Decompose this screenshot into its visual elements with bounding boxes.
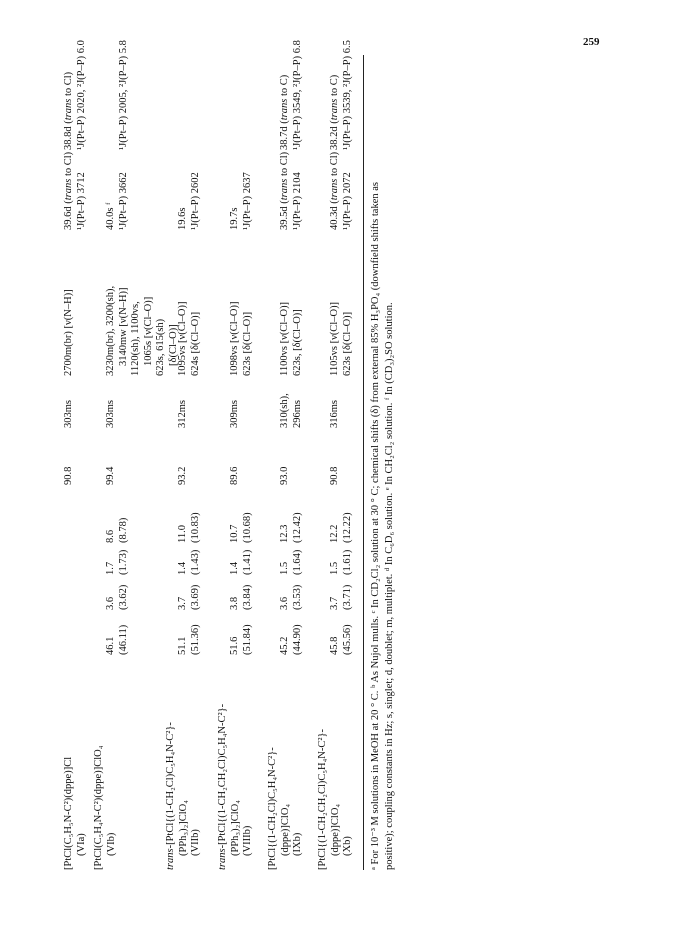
analysis-n: 1.5 (1.64) xyxy=(279,549,303,575)
molar-conductivity: 93.2 xyxy=(177,466,188,485)
other-ir-band: 1095vs [ν(Cl–O)] xyxy=(177,301,188,376)
other-ir-band: 623s, 615(sh) xyxy=(155,318,166,376)
p31-shift-1: ¹J(Pt–P) 3712 xyxy=(75,172,87,230)
analysis-cl: 10.7 (10.68) xyxy=(229,512,253,543)
other-ir-band: 623s [δ(Cl–O)] xyxy=(341,311,353,376)
analysis-h: 3.6 (3.53) xyxy=(279,584,303,610)
other-ir-band: 1105vs [ν(Cl–O)] xyxy=(329,301,340,376)
nu-pt-cl: 316ms xyxy=(329,399,340,428)
other-ir-band: 1065s [ν(Cl–O)] xyxy=(142,296,154,366)
p31-shift-2: 38.7d (trans to C) xyxy=(279,74,290,150)
analysis-cl: 12.2 (12.22) xyxy=(329,512,353,543)
p31-shift-1: 19.7s xyxy=(229,207,240,230)
other-ir-band: 1100vs [ν(Cl–O)] xyxy=(279,301,290,376)
p31-shift-1: 39.5d (trans to Cl) xyxy=(279,151,290,230)
analysis-c: 51.6 (51.84) xyxy=(229,624,253,655)
p31-shift-2: ¹J(Pt–P) 3549, ²J(P–P) 6.8 xyxy=(291,40,303,150)
compound-name-line: [PtCl{(1-CH₂Cl)C₅H₄N-C²}- xyxy=(267,747,278,870)
p31-shift-1: ¹J(Pt–P) 2602 xyxy=(189,172,201,230)
analysis-n: 1.7 (1.73) xyxy=(105,549,129,575)
footnote-line-1: ᵃ For 10⁻³ M solutions in MeOH at 20 ° C. ᵇ As Nujol mulls. ᶜ In CD₂Cl₂ solution at 30 ° C; chemical shifts (δ) from external 85% H₃PO₄ (downfield shifts taken as xyxy=(370,182,381,870)
other-ir-band: [δ(Cl–O)] xyxy=(167,324,179,366)
nu-pt-cl: 310(sh), 296ms xyxy=(279,393,303,428)
p31-shift-2: ¹J(Pt–P) 3539, ²J(P–P) 6.5 xyxy=(341,40,353,150)
footnote-line-2: positive); coupling constants in Hz; s, singlet; d, doublet; m, multiplet. ᵈ In C₆D₆ solution. ᵉ In CH₂Cl₂ solution. ᶠ In (CD₃)₂SO solution. xyxy=(384,302,395,870)
analysis-h: 3.7 (3.71) xyxy=(329,584,353,610)
compound-name-line: (PPh₃)₂]ClO₄ xyxy=(229,800,241,856)
other-ir-band: 1120(sh), 1100vs, xyxy=(130,301,141,376)
molar-conductivity: 99.4 xyxy=(105,466,116,485)
other-ir-band: 623s, [δ(Cl–O)] xyxy=(291,309,303,376)
compound-name-line: trans-[PtCl{(1-CH₂Cl)C₅H₄N-C²}- xyxy=(165,722,176,870)
p31-shift-1: ¹J(Pt–P) 2104 xyxy=(291,172,303,230)
molar-conductivity: 90.8 xyxy=(329,466,340,485)
analysis-c: 45.8 (45.56) xyxy=(329,624,353,655)
p31-shift-2: 38.8d (trans to Cl) xyxy=(63,71,74,150)
table-bottom-rule xyxy=(363,55,364,870)
analysis-h: 3.7 (3.69) xyxy=(177,584,201,610)
other-ir-band: 623s [δ(Cl–O)] xyxy=(241,311,253,376)
compound-name-line: [PtCl(C₅H₅N-C²)(dppe)]Cl xyxy=(63,756,74,870)
compound-name-line: (VIb) xyxy=(105,832,117,856)
analysis-h: 3.6 (3.62) xyxy=(105,584,129,610)
compound-name-line: trans-[PtCl{(1-CH₂CH₂Cl)C₅H₄N-C²}- xyxy=(217,703,228,870)
compound-name-line: (VIa) xyxy=(75,833,87,856)
p31-shift-1: ¹J(Pt–P) 2072 xyxy=(341,172,353,230)
molar-conductivity: 90.8 xyxy=(63,466,74,485)
compound-name-line: [PtCl(C₅H₄N-C²)(dppe)]ClO₄ xyxy=(93,745,104,870)
analysis-c: 51.1 (51.36) xyxy=(177,624,201,655)
p31-shift-1: 19.6s xyxy=(177,207,188,230)
p31-shift-1: ¹J(Pt–P) 2637 xyxy=(241,172,253,230)
nu-pt-cl: 303ms xyxy=(105,399,116,428)
analysis-n: 1.4 (1.41) xyxy=(229,549,253,575)
page-number: 259 xyxy=(583,36,600,48)
analysis-c: 45.2 (44.90) xyxy=(279,624,303,655)
analysis-cl: 8.6 (8.78) xyxy=(105,517,129,543)
rotated-table xyxy=(55,40,395,870)
other-ir-band: 624s [δ(Cl–O)] xyxy=(189,311,201,376)
analysis-cl: 11.0 (10.83) xyxy=(177,512,201,543)
molar-conductivity: 89.6 xyxy=(229,466,240,485)
other-ir-band: 1098vs [ν(Cl–O)] xyxy=(229,301,240,376)
compound-name-line: (VIIb) xyxy=(190,829,201,856)
compound-name-line: (VIIIb) xyxy=(242,825,253,856)
p31-shift-2: ¹J(Pt–P) 2005, ²J(P–P) 5.8 xyxy=(117,40,129,150)
analysis-c: 46.1 (46.11) xyxy=(105,624,129,655)
p31-shift-1: 40.0s ᶠ xyxy=(105,202,116,230)
compound-name-line: (PPh₃)₂]ClO₄ xyxy=(177,800,189,856)
p31-shift-1: 39.6d (trans to Cl) xyxy=(63,151,74,230)
nu-pt-cl: 303ms xyxy=(63,399,74,428)
p31-shift-1: 40.3d (trans to Cl) xyxy=(329,151,340,230)
analysis-n: 1.5 (1.61) xyxy=(329,549,353,575)
other-ir-band: 3230m(br), 3200(sh), xyxy=(105,285,116,376)
analysis-h: 3.8 (3.84) xyxy=(229,584,253,610)
p31-shift-2: ¹J(Pt–P) 2020, ²J(P–P) 6.0 xyxy=(75,40,87,150)
nu-pt-cl: 312ms xyxy=(177,399,188,428)
analysis-n: 1.4 (1.43) xyxy=(177,549,201,575)
compound-name-line: (Xb) xyxy=(342,836,353,856)
compound-name-line: (IXb) xyxy=(292,832,303,856)
p31-shift-1: ¹J(Pt–P) 3662 xyxy=(117,172,129,230)
analysis-cl: 12.3 (12.42) xyxy=(279,512,303,543)
compound-name-line: [PtCl{(1-CH₂CH₂Cl)C₅H₄N-C²}- xyxy=(317,728,328,870)
p31-shift-2: 38.2d (trans to C) xyxy=(329,74,340,150)
molar-conductivity: 93.0 xyxy=(279,466,290,485)
compound-name-line: (dppe)]ClO₄ xyxy=(329,803,341,856)
other-ir-band: 3140mw [ν(N–H)] xyxy=(117,287,129,366)
compound-name-line: (dppe)]ClO₄ xyxy=(279,803,291,856)
other-ir-band: 2700m(br) [ν(N–H)] xyxy=(63,289,74,376)
nu-pt-cl: 309ms xyxy=(229,399,240,428)
